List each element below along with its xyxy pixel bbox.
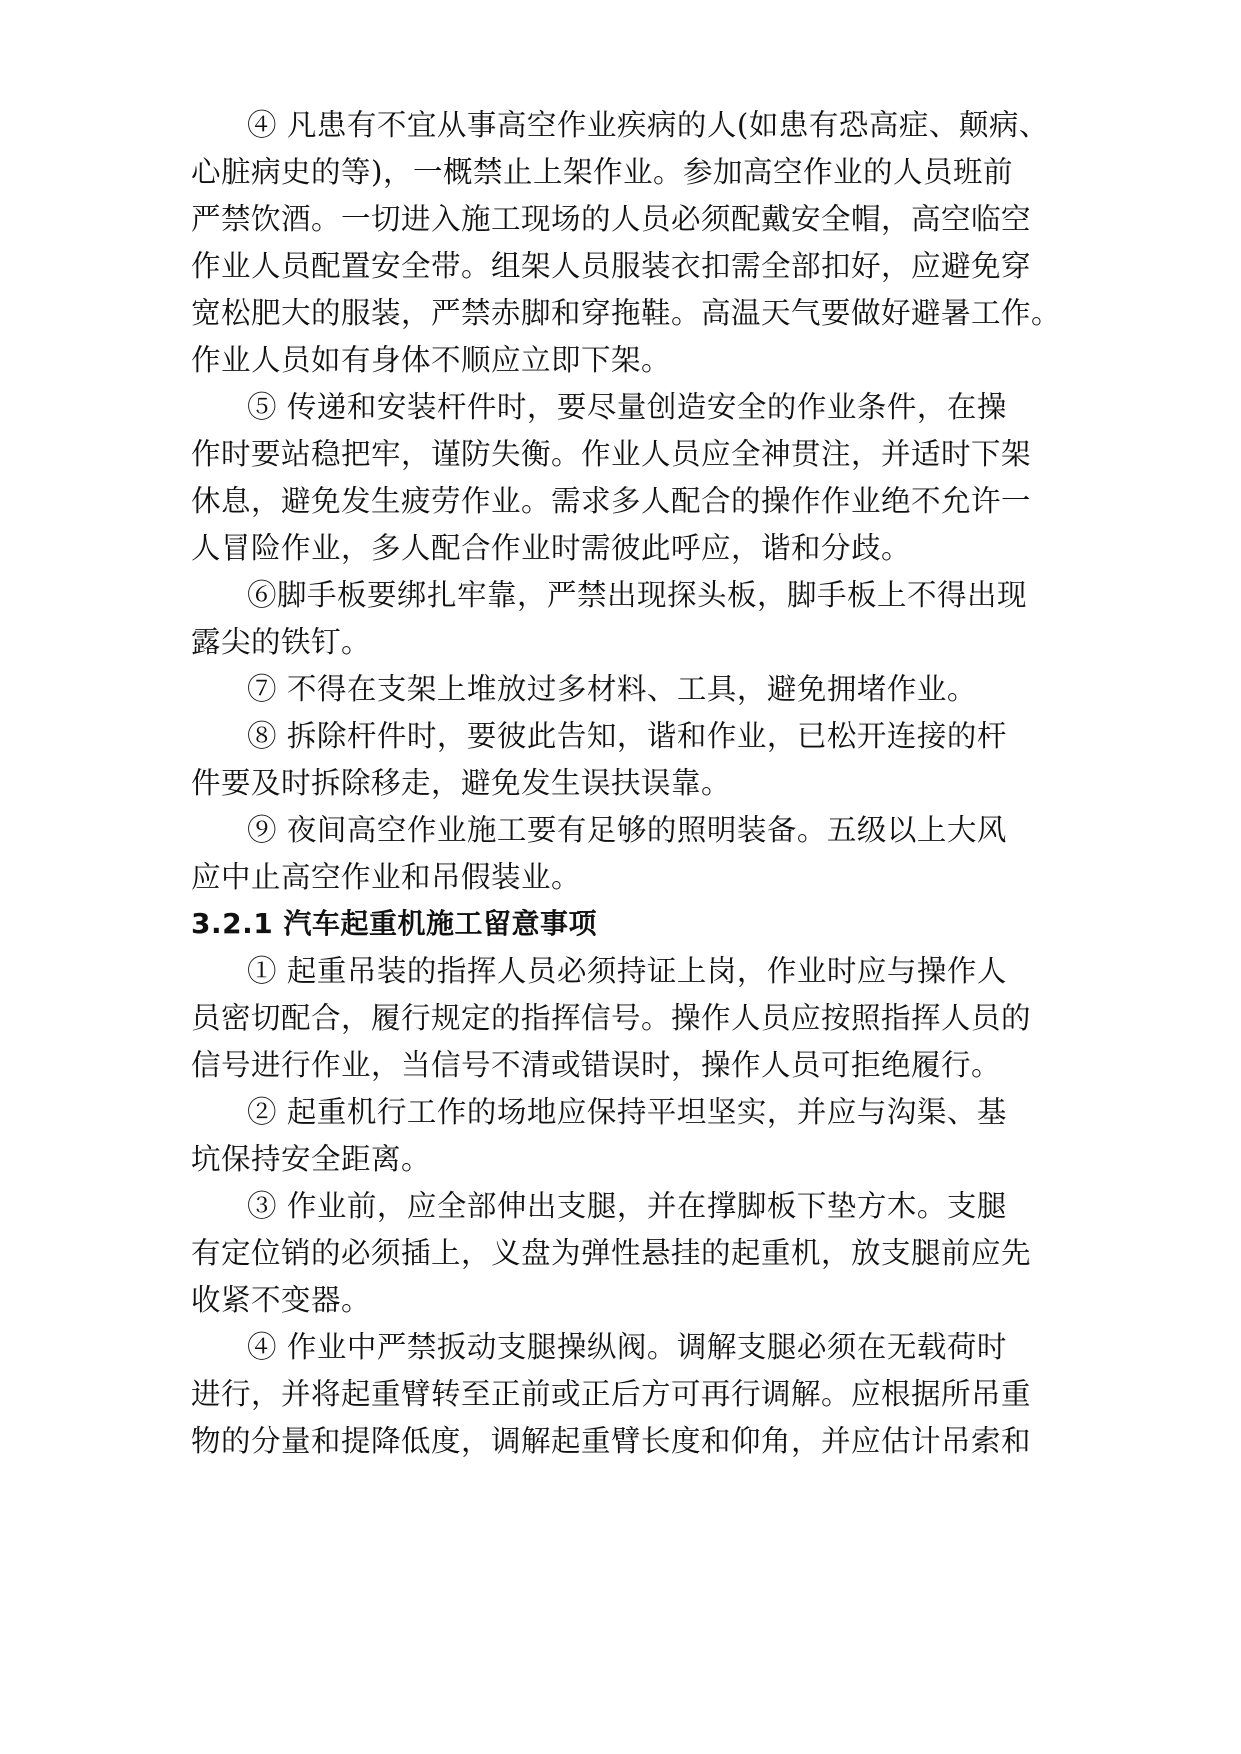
text-line: 心脏病史的等)，一概禁止上架作业。参加高空作业的人员班前 (191, 155, 1014, 189)
text-line: ⑤ 传递和安装杆件时，要尽量创造安全的作业条件，在操 (247, 390, 1007, 424)
text-line: 作业人员配置安全带。组架人员服装衣扣需全部扣好，应避免穿 (191, 249, 1032, 283)
text-line: ③ 作业前，应全部伸出支腿，并在撑脚板下垫方木。支腿 (247, 1189, 1007, 1223)
text-line: ⑦ 不得在支架上堆放过多材料、工具，避免拥堵作业。 (247, 672, 977, 706)
text-line: ④ 凡患有不宜从事高空作业疾病的人(如患有恐高症、颠病、 (247, 108, 1049, 142)
text-line: ⑨ 夜间高空作业施工要有足够的照明装备。五级以上大风 (247, 813, 1007, 847)
text-line: 信号进行作业，当信号不清或错误时，操作人员可拒绝履行。 (191, 1048, 1002, 1082)
text-line: 有定位销的必须插上，义盘为弹性悬挂的起重机，放支腿前应先 (191, 1236, 1032, 1270)
text-line: 进行，并将起重臂转至正前或正后方可再行调解。应根据所吊重 (191, 1377, 1032, 1411)
text-line: ⑧ 拆除杆件时，要彼此告知，谐和作业，已松开连接的杆 (247, 719, 1007, 753)
text-line: ① 起重吊装的指挥人员必须持证上岗，作业时应与操作人 (247, 954, 1007, 988)
text-line: 作时要站稳把牢，谨防失衡。作业人员应全神贯注，并适时下架 (191, 437, 1032, 471)
text-line: 员密切配合，履行规定的指挥信号。操作人员应按照指挥人员的 (191, 1001, 1032, 1035)
text-line: ④ 作业中严禁扳动支腿操纵阀。调解支腿必须在无载荷时 (247, 1330, 1007, 1364)
text-line: 严禁饮酒。一切进入施工现场的人员必须配戴安全帽，高空临空 (191, 202, 1032, 236)
text-line: 人冒险作业，多人配合作业时需彼此呼应，谐和分歧。 (191, 531, 912, 565)
text-line: ⑥脚手板要绑扎牢靠，严禁出现探头板，脚手板上不得出现 (247, 578, 1028, 612)
text-line: 坑保持安全距离。 (191, 1142, 432, 1176)
text-line: 件要及时拆除移走，避免发生误扶误靠。 (191, 766, 732, 800)
text-line: 露尖的铁钉。 (191, 625, 372, 659)
text-line: 休息，避免发生疲劳作业。需求多人配合的操作作业绝不允许一 (191, 484, 1032, 518)
text-line: ② 起重机行工作的场地应保持平坦坚实，并应与沟渠、基 (247, 1095, 1007, 1129)
section-heading: 3.2.1 汽车起重机施工留意事项 (191, 907, 597, 940)
text-line: 宽松肥大的服装，严禁赤脚和穿拖鞋。高温天气要做好避暑工作。 (191, 296, 1062, 330)
text-line: 作业人员如有身体不顺应立即下架。 (191, 343, 672, 377)
text-line: 应中止高空作业和吊假装业。 (191, 860, 582, 894)
text-line: 收紧不变器。 (191, 1283, 372, 1317)
text-line: 物的分量和提降低度，调解起重臂长度和仰角，并应估计吊索和 (191, 1424, 1032, 1458)
